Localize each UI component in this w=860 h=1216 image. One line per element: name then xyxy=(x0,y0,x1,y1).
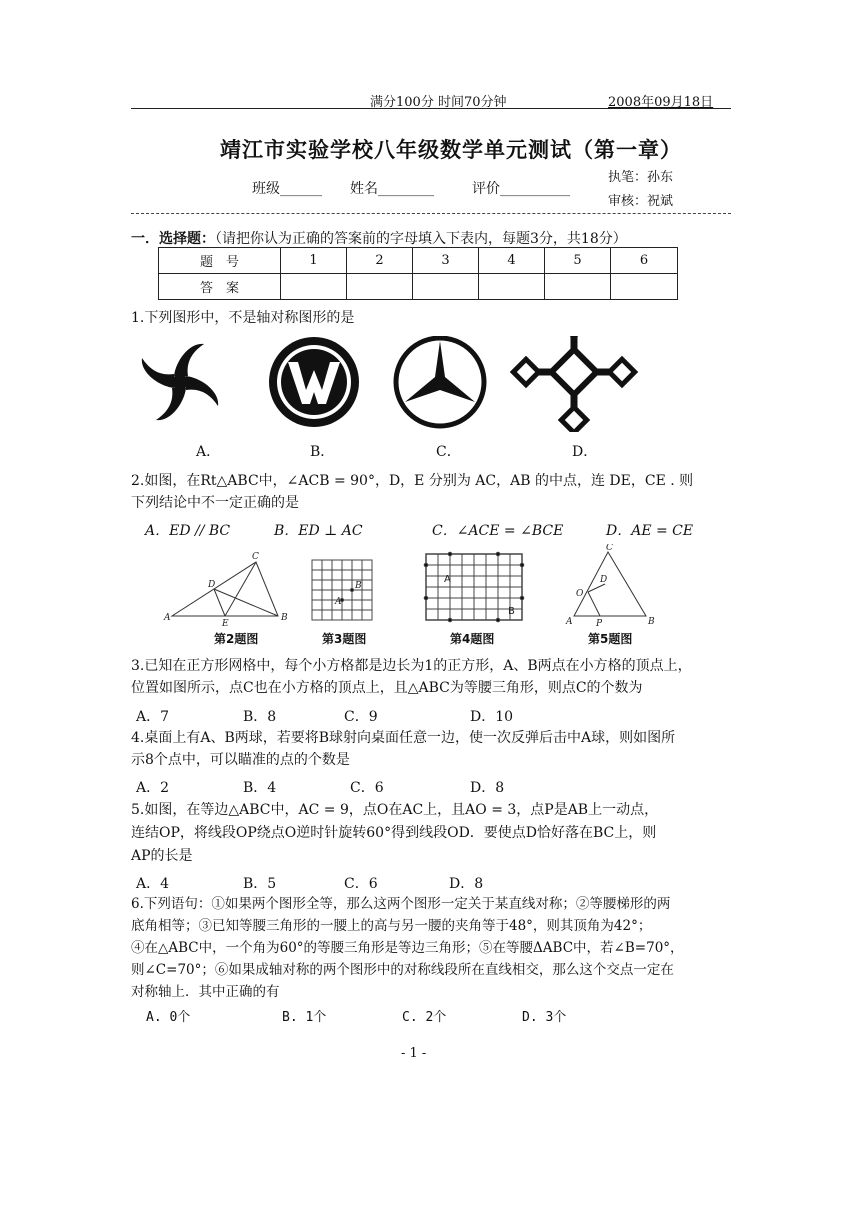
fig5-point-c: C xyxy=(606,544,613,553)
q6-line1: 6.下列语句：①如果两个图形全等，那么这两个图形一定关于某直线对称；②等腰梯形的两 xyxy=(131,896,671,912)
q4-line2: 示8个点中，可以瞄准的点的个数是 xyxy=(131,752,350,768)
section1-title: 一．选择题： xyxy=(131,231,215,247)
answer-cell[interactable] xyxy=(413,274,479,300)
fig2-point-e: E xyxy=(222,619,229,629)
dashed-separator xyxy=(131,213,731,214)
q5-option-c: C．6 xyxy=(344,876,378,892)
q6-option-d: D. 3个 xyxy=(522,1010,567,1025)
q5-line1: 5.如图，在等边△ABC中，AC = 9，点O在AC上，且AO = 3，点P是AB上一动点， xyxy=(131,802,659,818)
q6-option-b: B. 1个 xyxy=(282,1010,327,1025)
star-circle-icon xyxy=(396,338,484,426)
q5-line2: 连结OP，将线段OP绕点O逆时针旋转60°得到线段OD．要使点D恰好落在BC上，则 xyxy=(131,825,657,841)
q6-line2: 底角相等；③已知等腰三角形的一腰上的高与另一腰的夹角等于48°，则其顶角为42°； xyxy=(131,918,652,934)
answer-cell[interactable] xyxy=(611,274,678,300)
q6-line5: 对称轴上．其中正确的有 xyxy=(131,984,280,1000)
q1-label-d: D． xyxy=(572,444,598,460)
q4-option-b: B．4 xyxy=(243,780,277,796)
question-5 xyxy=(131,799,731,868)
q4-line1: 4.桌面上有A、B两球，若要将B球射向桌面任意一边，使一次反弹后击中A球，则如图所 xyxy=(131,730,676,746)
pinwheel-icon xyxy=(142,344,218,420)
q3-option-b: B．8 xyxy=(243,709,277,725)
fig4-point-a: A xyxy=(444,574,451,585)
grade-field: 评价__________ xyxy=(472,181,570,197)
q5-line3: AP的长是 xyxy=(131,848,193,864)
answer-cell[interactable] xyxy=(347,274,413,300)
q6-line4: 则∠C=70°；⑥如果成轴对称的两个图形中的对称线段所在直线相交，那么这个交点一定在 xyxy=(131,962,674,978)
diamond-cross-icon xyxy=(513,336,634,432)
q4-option-d: D．8 xyxy=(470,780,505,796)
q6-option-c: C. 2个 xyxy=(402,1010,447,1025)
fig5-point-d: D xyxy=(600,575,608,585)
q3-option-a: A．7 xyxy=(136,709,170,725)
question-number-cell: 3 xyxy=(413,248,479,274)
answer-cell[interactable] xyxy=(545,274,611,300)
question-number-cell: 6 xyxy=(611,248,678,274)
q2-line1: 2.如图，在Rt△ABC中，∠ACB = 90°，D，E 分别为 AC，AB 的中点，连 DE，CE . 则 xyxy=(131,473,694,489)
fig5-point-b: B xyxy=(648,617,655,627)
fig3-point-b: B xyxy=(355,581,362,591)
row-label-answer: 答 案 xyxy=(159,274,281,300)
row-label-number: 题 号 xyxy=(159,248,281,274)
header-rule xyxy=(131,108,731,109)
q5-option-b: B．5 xyxy=(243,876,277,892)
page-number: - 1 - xyxy=(401,1046,427,1061)
table-row xyxy=(159,248,678,274)
question-number-cell: 4 xyxy=(479,248,545,274)
fig2-point-c: C xyxy=(252,552,259,562)
name-field: 姓名________ xyxy=(350,181,434,197)
fig2-caption: 第2题图 xyxy=(214,632,259,646)
fig4-caption: 第4题图 xyxy=(450,632,495,646)
q3-line1: 3.已知在正方形网格中，每个小方格都是边长为1的正方形，A、B两点在小方格的顶点上， xyxy=(131,658,692,674)
question-3 xyxy=(131,655,731,699)
q1-figures xyxy=(140,336,740,432)
q1-label-a: A． xyxy=(196,444,221,460)
answer-cell[interactable] xyxy=(479,274,545,300)
q3-line2: 位置如图所示，点C也在小方格的顶点上，且△ABC为等腰三角形，则点C的个数为 xyxy=(131,680,643,696)
question-number-cell: 1 xyxy=(281,248,347,274)
q1-label-b: B． xyxy=(310,444,335,460)
q4-option-c: C．6 xyxy=(350,780,384,796)
q6-option-a: A. 0个 xyxy=(146,1010,191,1025)
vw-logo-icon xyxy=(269,337,359,427)
class-field: 班级______ xyxy=(252,181,322,197)
section1-instruction: （请把你认为正确的答案前的字母填入下表内，每题3分，共18分） xyxy=(215,231,627,247)
q2-option-b: B．ED ⊥ AC xyxy=(274,523,363,539)
fig3-grid xyxy=(312,560,372,620)
q1-label-c: C． xyxy=(436,444,461,460)
page-title: 靖江市实验学校八年级数学单元测试（第一章） xyxy=(220,137,682,162)
question-6 xyxy=(131,893,731,1003)
q3-option-d: D．10 xyxy=(470,709,514,725)
fig5-point-o: O xyxy=(576,589,584,599)
table-row xyxy=(159,274,678,300)
q3-option-c: C．9 xyxy=(344,709,378,725)
question-1: 1.下列图形中，不是轴对称图形的是 xyxy=(131,310,355,326)
author-label: 执笔：孙东 xyxy=(608,170,674,185)
q2-option-d: D．AE = CE xyxy=(606,523,694,539)
fig3-caption: 第3题图 xyxy=(322,632,367,646)
answer-table xyxy=(158,247,678,300)
q6-line3: ④在△ABC中，一个角为60°的等腰三角形是等边三角形；⑤在等腰ΔABC中，若∠B=70°， xyxy=(131,940,684,956)
fig3-point-a: A xyxy=(335,597,342,607)
score-time: 满分100分 时间70分钟 xyxy=(370,95,507,110)
fig2-point-d: D xyxy=(208,580,216,590)
exam-date: 2008年09月18日 xyxy=(608,95,714,110)
question-number-cell: 5 xyxy=(545,248,611,274)
q2-option-c: C．∠ACE = ∠BCE xyxy=(432,523,564,539)
section1-heading xyxy=(131,228,627,248)
fig5-point-p: P xyxy=(596,619,603,629)
q5-option-a: A．4 xyxy=(136,876,170,892)
q4-option-a: A．2 xyxy=(136,780,170,796)
fig5-point-a: A xyxy=(566,617,573,627)
reviewer-label: 审核：祝斌 xyxy=(608,194,674,209)
question-4 xyxy=(131,727,731,771)
figures-row xyxy=(160,544,660,634)
fig5-triangle xyxy=(574,552,646,616)
fig4-point-b: B xyxy=(508,606,515,617)
fig2-point-a: A xyxy=(164,613,171,623)
q2-line2: 下列结论中不一定正确的是 xyxy=(131,495,299,511)
question-number-cell: 2 xyxy=(347,248,413,274)
question-2 xyxy=(131,470,731,514)
q5-option-d: D．8 xyxy=(449,876,484,892)
fig5-caption: 第5题图 xyxy=(588,632,633,646)
fig2-triangle xyxy=(172,562,278,616)
answer-cell[interactable] xyxy=(281,274,347,300)
q2-option-a: A．ED // BC xyxy=(145,523,231,539)
fig2-point-b: B xyxy=(281,613,288,623)
